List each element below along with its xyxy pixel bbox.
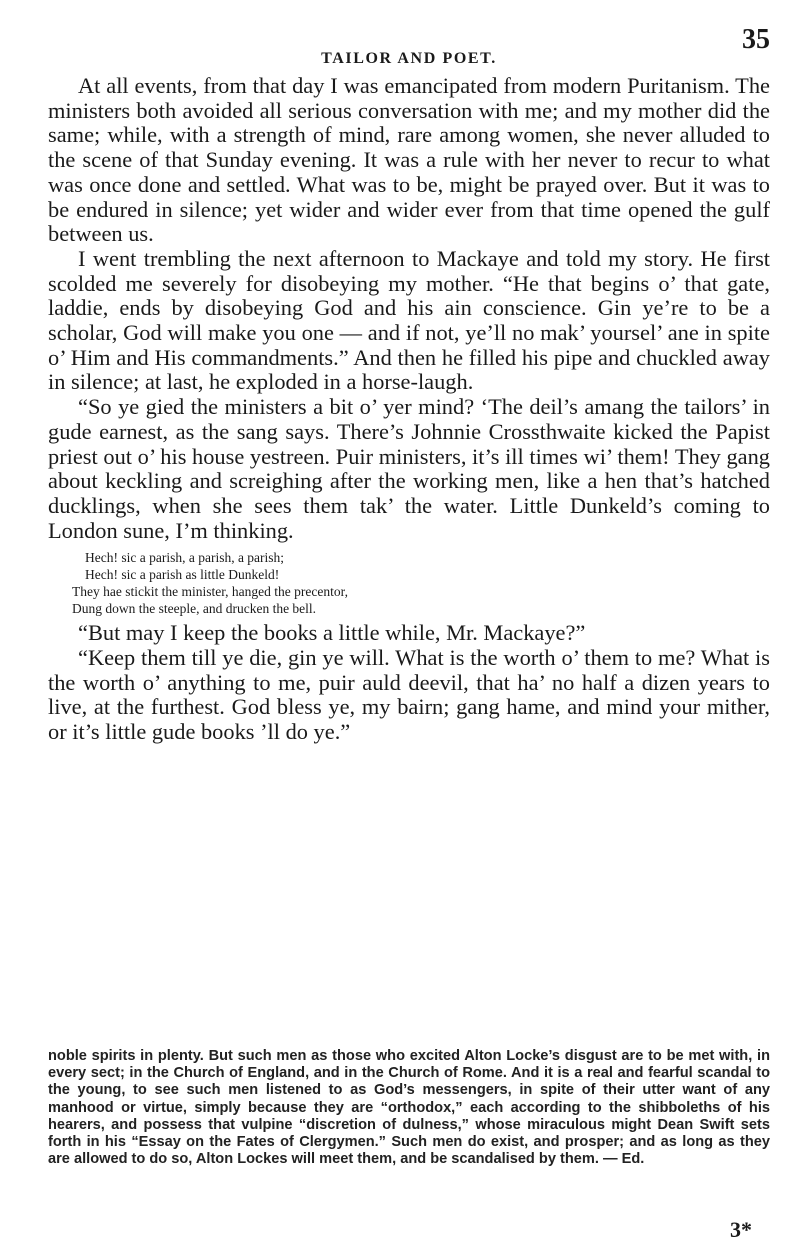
verse-line: They hae stickit the minister, hanged the precentor, <box>72 584 348 600</box>
paragraph: At all events, from that day I was emancipated from modern Puritanism. The ministers both avoided all serious conversation with me; and my mother did the same; while, with a strength of mind, rare among women, she never alluded to the scene of that Sunday evening. It was a rule with her never to recur to what was once done and settled. What was to be, might be prayed over. But it was to be endured in silence; yet wider and wider ever from that time opened the gulf between us. <box>48 73 770 247</box>
footnote: noble spirits in plenty. But such men as those who excited Alton Locke’s disgust are to be met with, in every sect; in the Church of England, and in the Church of Rome. And it is a real and fearful scandal to the young, to see such men listened to as God’s messengers, in spite of their utter want of any manhood or virtue, simply because they are “orthodox,” each according to the shibboleths of his hearers, and possess that vulpine “discretion of dulness,” whose miraculous might Dean Swift sets forth in his “Essay on the Fates of Clergymen.” Such men do exist, and prosper; and as long as they are allowed to do so, Alton Lockes will meet them, and be scandalised by them. — Ed. <box>48 1048 770 1168</box>
verse-line: Hech! sic a parish, a parish, a parish; <box>85 550 285 566</box>
book-page <box>48 0 770 1241</box>
paragraph: “Keep them till ye die, gin ye will. What is the worth o’ them to me? What is the worth o’ anything to me, puir auld deevil, that ha’ no half a dizen years to live, at the furthest. God bless ye, my bairn; gang hame, and mind your mither, or it’s little gude books ’ll do ye.” <box>48 645 770 745</box>
paragraph: I went trembling the next afternoon to Mackaye and told my story. He first scolded me severely for disobeying my mother. “He that begins o’ that gate, laddie, ends by disobeying God and his ain conscience. Gin ye’re to be a scholar, God will make you one — and if not, ye’ll no mak’ yoursel’ ane in spite o’ Him and His commandments.” And then he filled his pipe and chuckled away in silence; at last, he exploded in a horse-laugh. <box>48 245 770 395</box>
page-header <box>48 22 770 67</box>
paragraph: “But may I keep the books a little while, Mr. Mackaye?” <box>78 620 586 646</box>
verse-quote <box>48 549 770 617</box>
running-head: TAILOR AND POET. <box>321 50 497 67</box>
signature-mark: 3* <box>730 1217 752 1242</box>
verse-line: Hech! sic a parish as little Dunkeld! <box>85 567 280 583</box>
body-text <box>48 74 770 745</box>
verse-line: Dung down the steeple, and drucken the bell. <box>72 601 317 617</box>
page-number: 35 <box>742 24 770 55</box>
paragraph: “So ye gied the ministers a bit o’ yer mind? ‘The deil’s amang the tailors’ in gude earnest, as the sang says. There’s Johnnie Crossthwaite kicked the Papist priest out o’ his house yestreen. Puir ministers, it’s ill times wi’ them! They gang about keckling and screighing after the working men, like a hen that’s hatched ducklings, when she sees them tak’ the water. Little Dunkeld’s coming to London sune, I’m thinking. <box>48 394 770 543</box>
